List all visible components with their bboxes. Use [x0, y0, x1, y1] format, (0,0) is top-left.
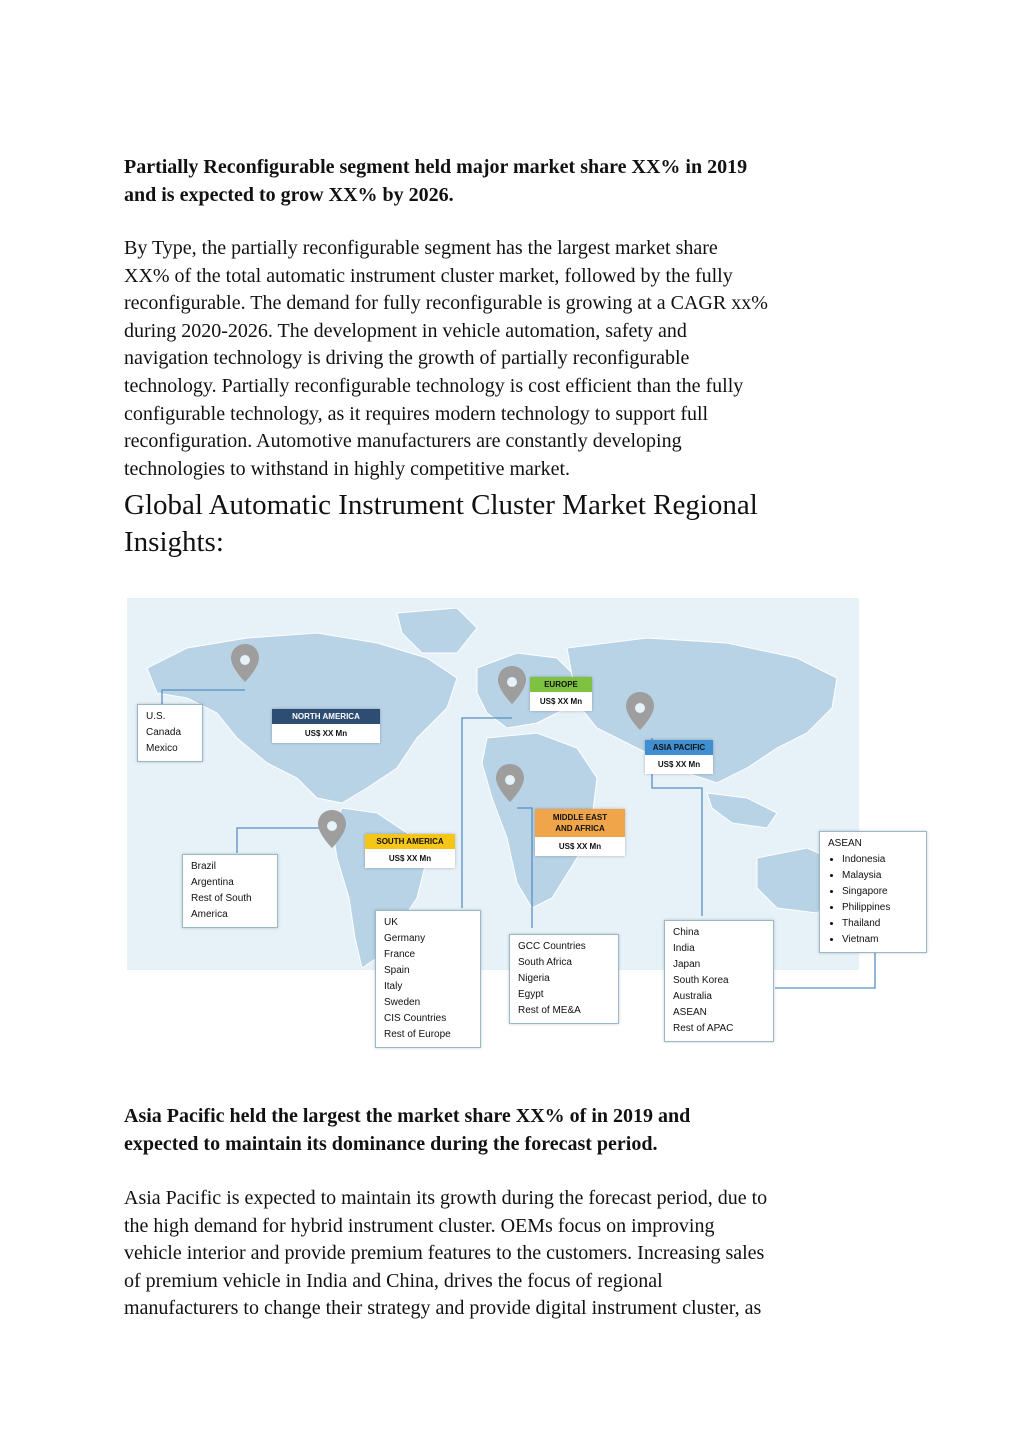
country-item: • Singapore: [842, 884, 918, 900]
paragraph-line: of premium vehicle in India and China, drives the focus of regional: [124, 1269, 663, 1292]
europe-value: US$ XX Mn: [539, 697, 583, 706]
paragraph-line: manufacturers to change their strategy and provide digital instrument cluster, as: [124, 1297, 762, 1320]
country-item: UK: [384, 917, 398, 928]
country-item: America: [191, 909, 228, 920]
section2-heading: [124, 1102, 904, 1158]
country-item: Rest of Europe: [384, 1029, 451, 1040]
country-item: Australia: [673, 991, 712, 1002]
paragraph-line: technology. Partially reconfigurable technology is cost efficient than the fully: [124, 374, 744, 397]
asean-title: ASEAN: [828, 838, 862, 849]
paragraph-line: By Type, the partially reconfigurable segment has the largest market share: [124, 237, 718, 259]
regional-map-figure: [127, 598, 957, 1058]
section1-heading: [124, 153, 904, 209]
section-title-line2: Insights:: [124, 526, 224, 558]
paragraph-line: Asia Pacific is expected to maintain its growth during the forecast period, due to: [124, 1187, 768, 1209]
europe-label: [530, 677, 592, 711]
south-america-name: SOUTH AMERICA: [365, 834, 455, 849]
mea-value: US$ XX Mn: [558, 842, 602, 851]
south-america-country-list: [182, 854, 278, 928]
country-item: CIS Countries: [384, 1013, 447, 1024]
country-item: China: [673, 927, 700, 938]
country-item: Canada: [146, 727, 182, 738]
paragraph-line: vehicle interior and provide premium features to the customers. Increasing sales: [124, 1242, 765, 1265]
country-item: • Philippines: [842, 900, 918, 916]
country-item: India: [673, 943, 695, 954]
greenland-landmass: [397, 608, 477, 653]
asia-pacific-country-list: [664, 920, 774, 1042]
mea-label: [535, 809, 625, 856]
paragraph-line: navigation technology is driving the growth of partially reconfigurable: [124, 347, 690, 370]
paragraph-line: configurable technology, as it requires modern technology to support full: [124, 402, 709, 425]
country-item: Rest of APAC: [673, 1023, 734, 1034]
country-item: Spain: [384, 965, 410, 976]
paragraph-line: reconfiguration. Automotive manufacturers are constantly developing: [124, 430, 682, 453]
asia-pacific-name: ASIA PACIFIC: [645, 740, 713, 755]
section2-heading-line2: expected to maintain its dominance during the forecast period.: [124, 1133, 658, 1155]
country-item: South Africa: [518, 957, 572, 968]
south-america-value: US$ XX Mn: [388, 854, 432, 863]
europe-name: EUROPE: [530, 677, 592, 692]
country-item: Brazil: [191, 861, 217, 872]
section-title-line1: Global Automatic Instrument Cluster Market Regional: [124, 489, 758, 521]
north-america-name: NORTH AMERICA: [272, 709, 380, 724]
paragraph-line: technologies to withstand in highly competitive market.: [124, 457, 571, 480]
paragraph-line: XX% of the total automatic instrument cluster market, followed by the fully: [124, 264, 733, 287]
north-america-value: US$ XX Mn: [304, 729, 348, 738]
connector-south-america: [237, 828, 322, 853]
country-item: South Korea: [673, 975, 729, 986]
mea-name-line1: MIDDLE EAST: [552, 813, 608, 822]
connector-asean: [775, 948, 875, 988]
country-item: • Malaysia: [842, 868, 918, 884]
country-item: GCC Countries: [518, 941, 586, 952]
country-item: ASEAN: [673, 1007, 707, 1018]
country-item: Japan: [673, 959, 701, 970]
country-item: Rest of South: [191, 893, 252, 904]
section2-paragraph: [124, 1185, 904, 1323]
southeast-asia-landmass: [707, 793, 777, 828]
north-america-label: [272, 709, 380, 743]
section1-heading-line1: Partially Reconfigurable segment held major market share XX% in 2019: [124, 156, 748, 178]
section2-heading-line1: Asia Pacific held the largest the market share XX% of in 2019 and: [124, 1105, 691, 1127]
country-item: Egypt: [518, 989, 544, 1000]
country-item: U.S.: [146, 711, 166, 722]
asia-pacific-value: US$ XX Mn: [657, 760, 701, 769]
country-item: • Thailand: [842, 916, 918, 932]
paragraph-line: the high demand for hybrid instrument cluster. OEMs focus on improving: [124, 1214, 715, 1237]
country-item: Germany: [384, 933, 426, 944]
section1-paragraph: [124, 235, 904, 483]
paragraph-line: during 2020-2026. The development in vehicle automation, safety and: [124, 319, 687, 342]
section-title: [124, 487, 904, 561]
country-item: Argentina: [191, 877, 234, 888]
asean-country-list: [819, 831, 927, 953]
country-item: • Vietnam: [842, 932, 918, 948]
asia-pacific-label: [645, 740, 713, 774]
south-america-label: [365, 834, 455, 868]
paragraph-line: reconfigurable. The demand for fully reconfigurable is growing at a CAGR xx%: [124, 292, 768, 315]
north-america-country-list: [137, 704, 203, 762]
mea-name: [535, 809, 625, 837]
country-item: Nigeria: [518, 973, 550, 984]
mea-name-line2: AND AFRICA: [555, 824, 605, 833]
country-item: France: [384, 949, 416, 960]
country-item: Sweden: [384, 997, 421, 1008]
europe-country-list: [375, 910, 481, 1048]
country-item: Mexico: [146, 743, 178, 754]
section1-heading-line2: and is expected to grow XX% by 2026.: [124, 184, 454, 206]
asean-list: [828, 852, 918, 948]
country-item: Italy: [384, 981, 403, 992]
country-item: • Indonesia: [842, 852, 918, 868]
mea-country-list: [509, 934, 619, 1024]
country-item: Rest of ME&A: [518, 1005, 581, 1016]
